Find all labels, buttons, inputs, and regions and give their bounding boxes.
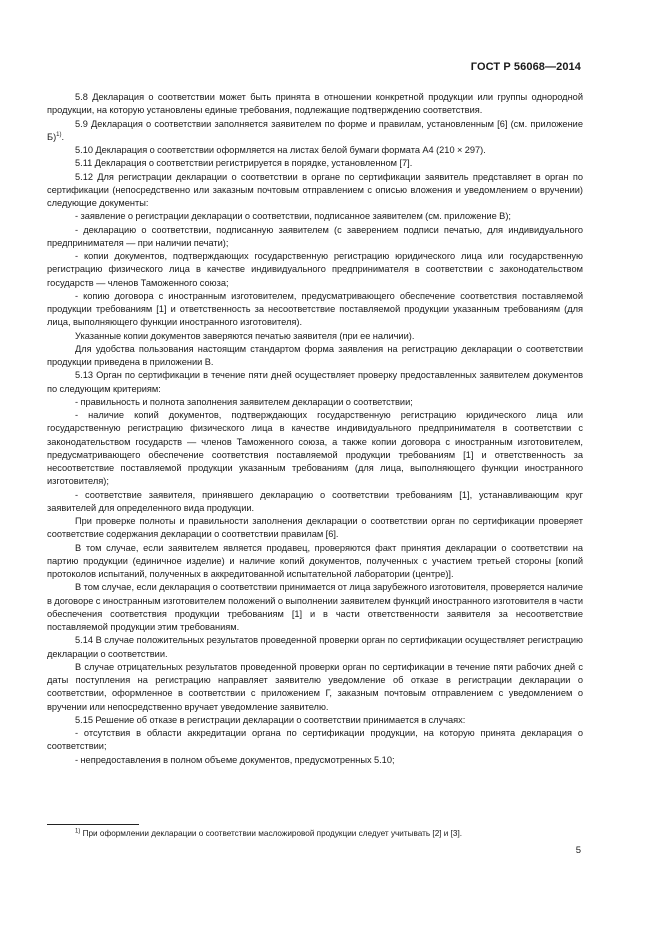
list-item: - отсутствия в области аккредитации органа по сертификации продукции, на которую принята декларация о соответствии; bbox=[47, 728, 583, 752]
list-item: - правильность и полнота заполнения заявителем декларации о соответствии; bbox=[75, 396, 413, 407]
paragraph: При проверке полноты и правильности заполнения декларации о соответствии орган по сертификации проверяет соответствие содержания декларации о соответствии правилам [6]. bbox=[47, 516, 583, 540]
paragraph: В том случае, если декларация о соответствии принимается от лица зарубежного изготовителя, проверяется наличие в договоре с иностранным изготовителем положений о выполнении заявителем функций иностранного изготовителя в части обеспечения соответствия продукции требованиям [1] и в части ответственности заявителя за несоответствие поставляемой продукции этим требованиям. bbox=[47, 582, 583, 632]
list-item: - наличие копий документов, подтверждающих государственную регистрацию юридического лица или государственную регистрацию физического лица в качестве индивидуального предпринимателя в соответствии с законодательством государств — членов Таможенного союза, а также копии договора с иностранным изготовителем, предусматривающего обеспечение соответствия поставляемой продукции требованиям [1] и ответственность за несоответствие поставляемой продукции указанным требованиям (для лица, выполняющего функции иностранного изготовителя); bbox=[47, 410, 583, 487]
footnote-text: При оформлении декларации о соответствии масложировой продукции следует учитывать [2] и [3]. bbox=[80, 829, 463, 838]
paragraph-5-13: 5.13 Орган по сертификации в течение пяти дней осуществляет проверку предоставленных заявителем документов по следующим критериям: bbox=[47, 370, 583, 394]
list-item: - заявление о регистрации декларации о соответствии, подписанное заявителем (см. приложение В); bbox=[75, 211, 511, 222]
list-item: - декларацию о соответствии, подписанную заявителем (с заверением подписи печатью, для индивидуального предпринимателя — при наличии печати); bbox=[47, 224, 583, 248]
list-item: - непредоставления в полном объеме документов, предусмотренных 5.10; bbox=[75, 754, 395, 765]
paragraph: Указанные копии документов заверяются печатью заявителя (при ее наличии). bbox=[75, 330, 415, 341]
footnote-reference: 1) bbox=[56, 131, 62, 138]
paragraph: В том случае, если заявителем является продавец, проверяются факт принятия декларации о соответствии на партию продукции (единичное изделие) и наличие копий документов, полученных с участием третьей стороны [копий протоколов испытаний, полученных в аккредитованной испытательной лаборатории (центре)]. bbox=[47, 542, 583, 579]
document-body bbox=[47, 91, 583, 767]
footnote bbox=[47, 828, 583, 839]
paragraph-5-9-tail: . bbox=[61, 131, 65, 142]
paragraph-5-8: 5.8 Декларация о соответствии может быть принята в отношении конкретной продукции или группы однородной продукции, на которую установлены единые требования, подлежащие подтверждению соответствия. bbox=[47, 92, 583, 116]
paragraph-5-12: 5.12 Для регистрации декларации о соответствии в органе по сертификации заявитель представляет в орган по сертификации (непосредственно или заказным почтовым отправлением с описью вложения и уведомлением о вручении) следующие документы: bbox=[47, 171, 583, 208]
footnote-divider bbox=[47, 824, 139, 825]
paragraph-5-9-text: 5.9 Декларация о соответствии заполняется заявителем по форме и правилам, установленным [6] (см. приложение Б) bbox=[47, 118, 583, 142]
list-item: - копию договора с иностранным изготовителем, предусматривающего обеспечение соответствия поставляемой продукции требованиям [1] и ответственность за несоответствие поставляемой продукции указанным требованиям (для лица, выполняющего функции иностранного изготовителя). bbox=[47, 290, 583, 328]
list-item: - соответствие заявителя, принявшего декларацию о соответствии требованиям [1], устанавливающим круг заявителей для определенного вида продукции. bbox=[47, 489, 583, 513]
paragraph-5-10: 5.10 Декларация о соответствии оформляется на листах белой бумаги формата А4 (210 × 297). bbox=[75, 145, 486, 155]
paragraph-5-11: 5.11 Декларация о соответствии регистрируется в порядке, установленном [7]. bbox=[75, 158, 413, 169]
paragraph-5-15: 5.15 Решение об отказе в регистрации декларации о соответствии принимается в случаях: bbox=[75, 714, 466, 725]
paragraph: Для удобства пользования настоящим стандартом форма заявления на регистрацию декларации о соответствии продукции приведена в приложении В. bbox=[47, 343, 583, 367]
paragraph-5-14: 5.14 В случае положительных результатов проведенной проверки орган по сертификации осуществляет регистрацию декларации о соответствии. bbox=[47, 635, 583, 659]
paragraph: В случае отрицательных результатов проведенной проверки орган по сертификации в течение пяти рабочих дней с даты поступления на регистрацию направляет заявителю уведомление об отказе в регистрации декларации о соответствии, оформленное в соответствии с приложением Г, заказным почтовым отправлением с уведомлением о вручении или непосредственно вручает уведомление заявителю. bbox=[47, 661, 583, 712]
document-header: ГОСТ Р 56068—2014 bbox=[470, 61, 581, 73]
list-item: - копии документов, подтверждающих государственную регистрацию юридического лица или государственную регистрацию физического лица в качестве индивидуального предпринимателя в соответствии с законодательством государств — членов Таможенного союза; bbox=[47, 251, 583, 288]
paragraph-5-9 bbox=[47, 118, 583, 145]
footnote-marker: 1) bbox=[75, 828, 81, 835]
page-number: 5 bbox=[575, 845, 581, 856]
